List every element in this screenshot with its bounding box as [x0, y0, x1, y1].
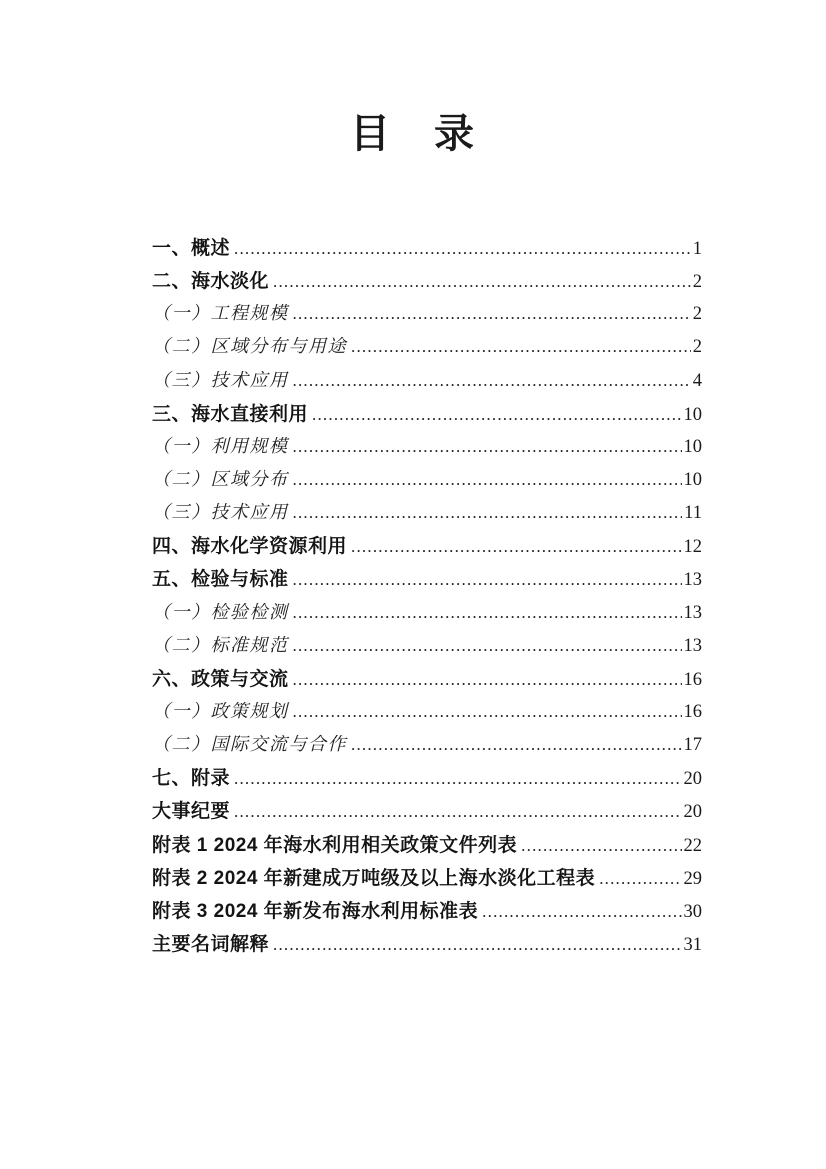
toc-entry-label: 主要名词解释 — [152, 933, 270, 955]
toc-page-number: 4 — [692, 370, 702, 391]
toc-entry — [152, 631, 702, 664]
toc-entry — [152, 498, 702, 531]
toc-page-number: 2 — [692, 304, 702, 325]
toc-entry — [152, 564, 702, 597]
toc-leader-dots — [293, 636, 682, 656]
toc-entry-label: 五、检验与标准 — [152, 569, 289, 591]
toc-entry-label: （二）区域分布与用途 — [152, 336, 347, 357]
toc-entry-label: （二）区域分布 — [152, 468, 289, 489]
toc-page-number: 12 — [683, 537, 702, 558]
toc-entry-label: 三、海水直接利用 — [152, 403, 309, 425]
toc-entry-label: （三）技术应用 — [152, 502, 289, 523]
toc-page-number: 20 — [683, 802, 702, 823]
toc-leader-dots — [482, 902, 681, 922]
toc-entry — [152, 697, 702, 730]
toc-page-number: 31 — [683, 934, 702, 955]
page-title: 目 录 — [350, 111, 476, 156]
toc-entry — [152, 863, 702, 896]
toc-entry-label: （一）检验检测 — [152, 601, 289, 622]
toc-entry-label: （一）利用规模 — [152, 435, 289, 456]
toc-leader-dots — [521, 836, 681, 856]
toc-entry-label: （二）标准规范 — [152, 634, 289, 655]
toc-leader-dots — [273, 272, 691, 292]
toc-entry-label: 附表 3 2024 年新发布海水利用标准表 — [152, 900, 479, 922]
toc-entry-label: （一）工程规模 — [152, 303, 289, 324]
toc-entry — [152, 332, 702, 365]
toc-entry-label: 六、政策与交流 — [152, 668, 289, 690]
toc-leader-dots — [293, 437, 682, 457]
toc-leader-dots — [351, 337, 691, 357]
toc-entry — [152, 399, 702, 432]
toc-page-number: 13 — [683, 602, 702, 623]
toc-entry-label: （一）政策规划 — [152, 700, 289, 721]
toc-entry-label: 七、附录 — [152, 768, 231, 790]
toc-entry-label: 一、概述 — [152, 238, 231, 259]
toc-page-number: 16 — [683, 669, 702, 690]
toc-leader-dots — [599, 869, 681, 889]
toc-page-number: 16 — [683, 701, 702, 722]
toc-entry — [152, 233, 702, 266]
toc-page-number: 11 — [684, 503, 702, 524]
toc-page-number: 10 — [683, 404, 702, 425]
toc-page-number: 1 — [692, 239, 702, 259]
toc-entry — [152, 730, 702, 763]
toc-entry — [152, 664, 702, 697]
toc-entry-label: 附表 2 2024 年新建成万吨级及以上海水淡化工程表 — [152, 867, 596, 889]
toc-entry — [152, 299, 702, 332]
toc-page-number: 17 — [683, 735, 702, 756]
toc-entry — [152, 830, 702, 863]
toc-page-number: 13 — [683, 635, 702, 656]
toc-leader-dots — [234, 769, 681, 789]
toc-page-number: 29 — [683, 868, 702, 889]
toc-entry-label: （二）国际交流与合作 — [152, 734, 347, 755]
toc-leader-dots — [293, 603, 682, 623]
toc-leader-dots — [234, 802, 681, 822]
toc-entry — [152, 266, 702, 299]
toc-page-number: 2 — [692, 272, 702, 293]
toc-leader-dots — [312, 405, 681, 425]
toc-entry-label: 大事纪要 — [152, 801, 231, 823]
toc-page-number: 2 — [692, 337, 702, 358]
toc-leader-dots — [351, 537, 681, 557]
toc-entry — [152, 598, 702, 631]
toc-leader-dots — [293, 670, 682, 690]
toc-leader-dots — [234, 239, 691, 259]
toc-leader-dots — [293, 503, 683, 523]
toc-entry-label: 附表 1 2024 年海水利用相关政策文件列表 — [152, 834, 518, 856]
toc-entry — [152, 929, 702, 962]
toc-page-number: 13 — [683, 570, 702, 591]
toc-leader-dots — [293, 702, 682, 722]
toc-leader-dots — [293, 570, 682, 590]
toc-entry — [152, 465, 702, 498]
toc-entry-label: （三）技术应用 — [152, 369, 289, 390]
toc-entry — [152, 763, 702, 796]
toc-page-number: 22 — [683, 835, 702, 856]
toc-entry — [152, 531, 702, 564]
toc-leader-dots — [293, 470, 682, 490]
toc-page-number: 20 — [683, 769, 702, 790]
toc-leader-dots — [293, 371, 691, 391]
toc-leader-dots — [293, 304, 691, 324]
toc-leader-dots — [273, 935, 681, 955]
toc-page-number: 10 — [683, 436, 702, 457]
toc-entry-label: 四、海水化学资源利用 — [152, 536, 348, 558]
toc-page-number: 30 — [683, 901, 702, 922]
toc-entry — [152, 796, 702, 829]
toc-page-number: 10 — [683, 469, 702, 490]
toc-entry — [152, 432, 702, 465]
toc-list — [152, 233, 702, 962]
toc-leader-dots — [351, 735, 682, 755]
toc-entry-label: 二、海水淡化 — [152, 271, 270, 293]
toc-entry — [152, 896, 702, 929]
toc-entry — [152, 366, 702, 399]
